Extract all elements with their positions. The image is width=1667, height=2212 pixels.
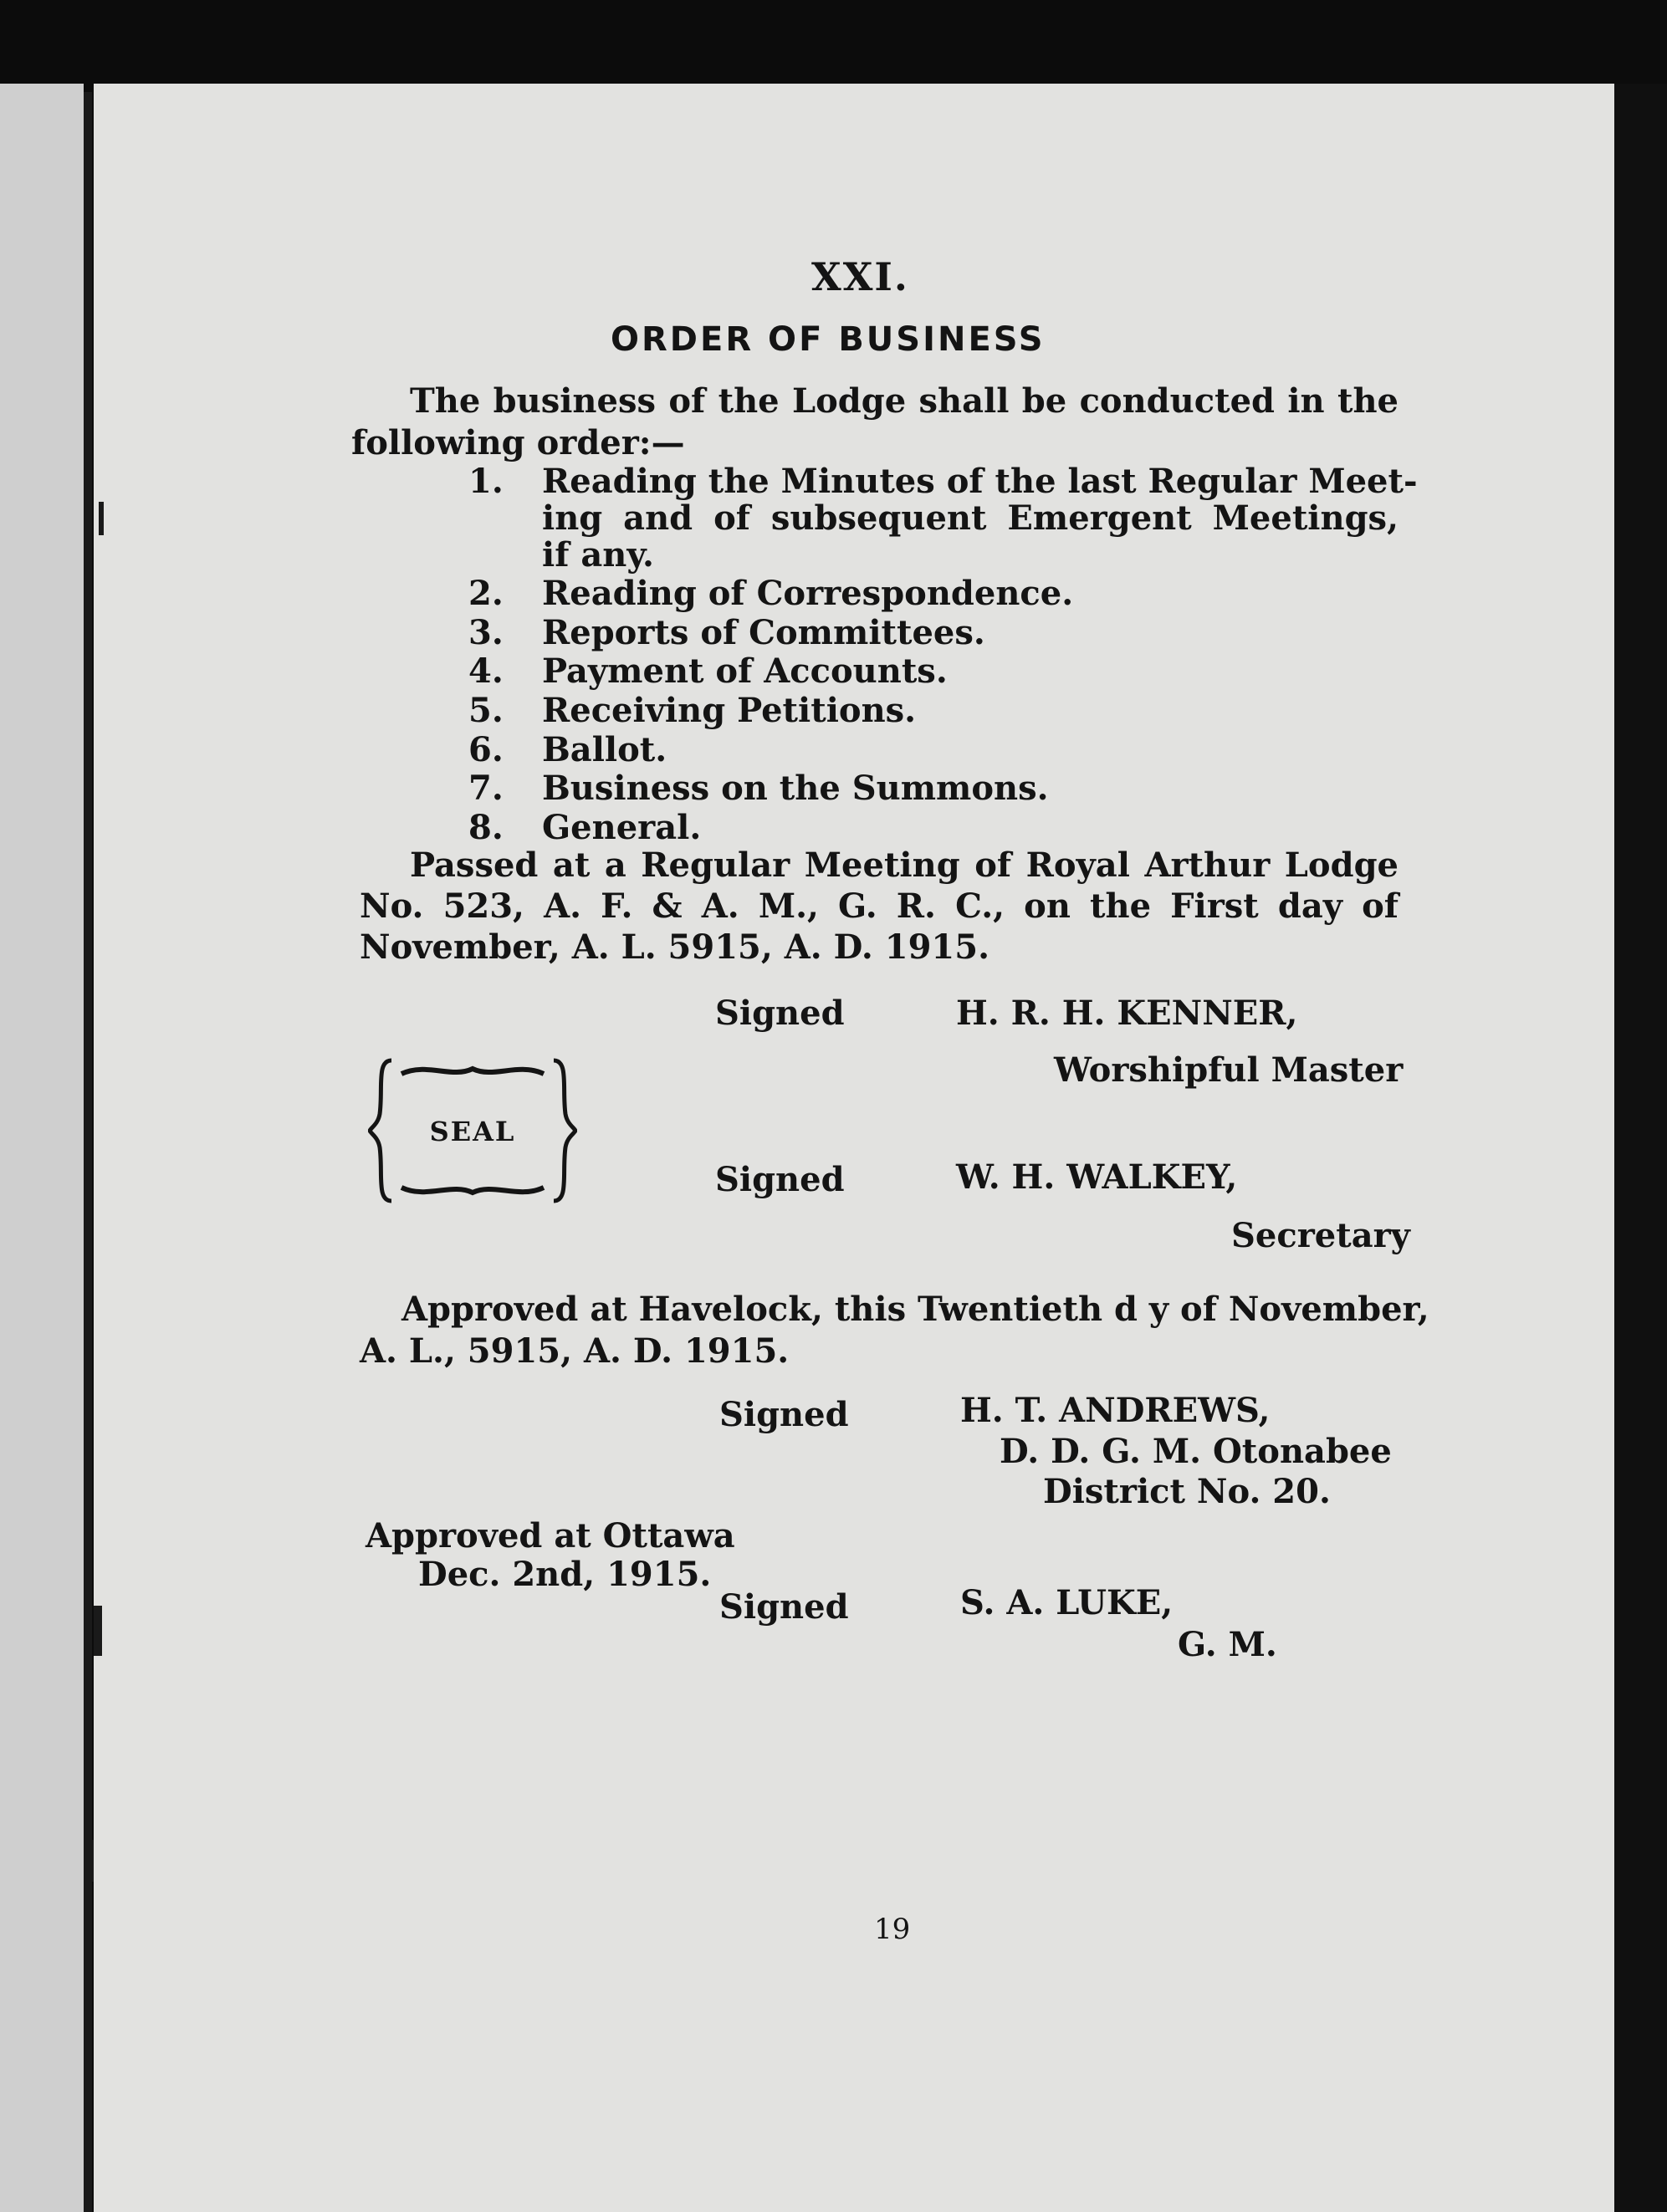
seal: [368, 1055, 577, 1206]
signatory-title: Secretary: [1231, 1216, 1410, 1255]
approval-line: Approved at Ottawa: [366, 1516, 735, 1556]
list-item-number: 8.: [468, 808, 504, 847]
signatory-title: G. M.: [1178, 1625, 1277, 1664]
section-heading: ORDER OF BUSINESS: [611, 320, 1046, 359]
intro-line: The business of the Lodge shall be conducted in the: [410, 381, 1399, 421]
intro-line: following order:—: [351, 423, 685, 462]
signatory-title: D. D. G. M. Otonabee: [1000, 1432, 1392, 1471]
signed-label: Signed: [715, 1160, 845, 1199]
signatory-title: District No. 20.: [1043, 1472, 1331, 1511]
list-item-text: ing and of subsequent Emergent Meetings,: [542, 498, 1399, 538]
list-item-number: 6.: [468, 730, 504, 769]
list-item-text: General.: [542, 808, 702, 847]
page-number: 19: [874, 1913, 911, 1946]
list-item-number: 4.: [468, 651, 504, 691]
page-spine: [84, 92, 92, 2212]
seal-label: SEAL: [429, 1116, 516, 1147]
list-item-text: Payment of Accounts.: [542, 651, 948, 691]
list-item-text: Reading the Minutes of the last Regular Meet-: [542, 462, 1418, 501]
list-item-text: Reading of Correspondence.: [542, 574, 1074, 613]
list-item-text: if any.: [542, 535, 654, 575]
list-item-number: 3.: [468, 613, 504, 652]
section-number: XXI.: [811, 254, 909, 299]
signatory-name: S. A. LUKE,: [960, 1583, 1174, 1622]
signatory-name: H. T. ANDREWS,: [960, 1391, 1271, 1430]
approval-line: Approved at Havelock, this Twentieth d y of November,: [401, 1290, 1429, 1329]
binding-mark: [94, 1606, 102, 1656]
left-facing-page: [0, 84, 84, 2212]
list-item-number: 7.: [468, 769, 504, 808]
passed-line: No. 523, A. F. & A. M., G. R. C., on the First day of: [360, 886, 1399, 926]
approval-line: A. L., 5915, A. D. 1915.: [360, 1331, 790, 1371]
list-item-text: Ballot.: [542, 730, 667, 769]
list-item-text: Receiving Petitions.: [542, 691, 917, 730]
list-item-number: 5.: [468, 691, 504, 730]
signatory-title: Worshipful Master: [1054, 1050, 1404, 1090]
list-item-number: 1.: [468, 462, 504, 501]
binding-mark: [87, 1840, 94, 1882]
list-item-number: 2.: [468, 574, 504, 613]
signed-label: Signed: [719, 1395, 849, 1434]
passed-line: November, A. L. 5915, A. D. 1915.: [360, 927, 989, 967]
signatory-name: W. H. WALKEY,: [956, 1157, 1238, 1197]
approval-line: Dec. 2nd, 1915.: [418, 1555, 712, 1594]
list-item-text: Business on the Summons.: [542, 769, 1049, 808]
scan-border: [1614, 84, 1667, 2212]
passed-line: Passed at a Regular Meeting of Royal Arthur Lodge: [410, 845, 1399, 885]
signatory-name: H. R. H. KENNER,: [956, 994, 1298, 1033]
signed-label: Signed: [719, 1587, 849, 1627]
list-item-text: Reports of Committees.: [542, 613, 985, 652]
signed-label: Signed: [715, 994, 845, 1033]
binding-mark: [99, 502, 104, 535]
